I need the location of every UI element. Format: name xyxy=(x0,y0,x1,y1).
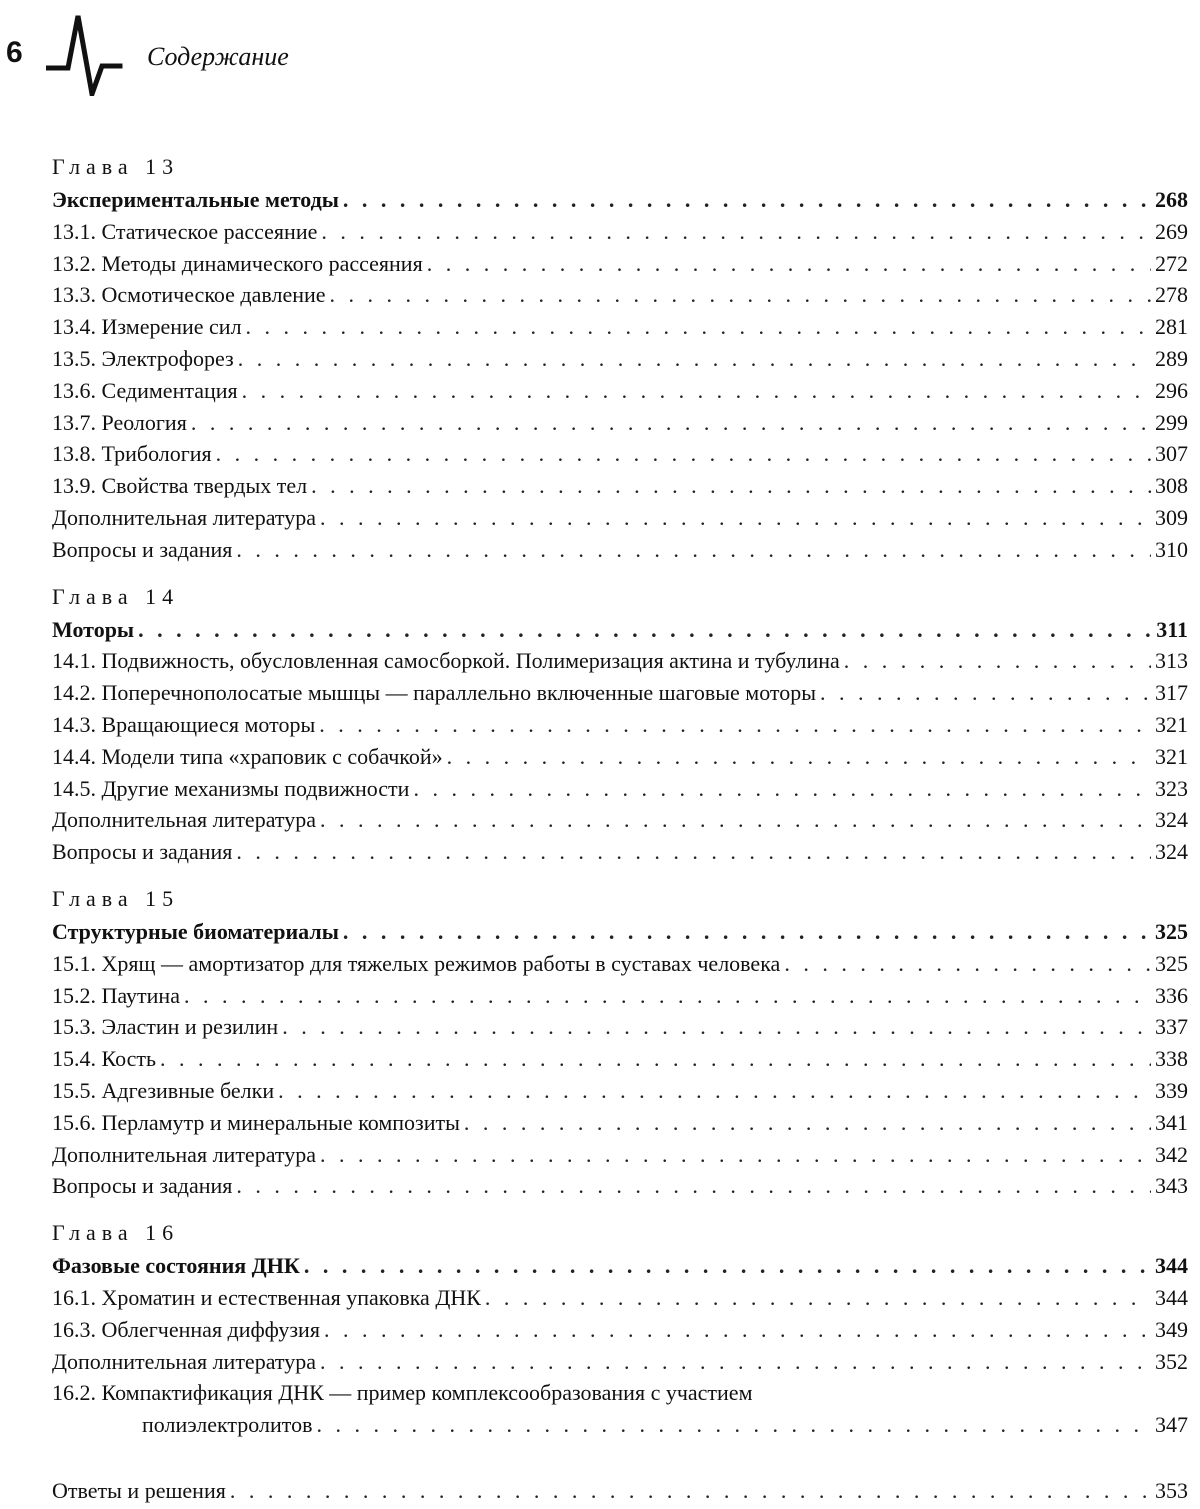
dot-leader xyxy=(304,1250,1151,1282)
dot-leader xyxy=(191,407,1151,439)
toc-entry-page: 352 xyxy=(1155,1348,1188,1374)
toc-entry-title: Моторы xyxy=(52,616,135,642)
toc-entry-page: 321 xyxy=(1155,743,1188,769)
toc-entry-continuation[interactable] xyxy=(52,1409,1188,1441)
toc-entry-page: 269 xyxy=(1155,218,1188,244)
toc-entry[interactable] xyxy=(52,741,1188,773)
toc-entry[interactable] xyxy=(52,1346,1188,1378)
toc-entry-page: 289 xyxy=(1155,345,1188,371)
dot-leader xyxy=(236,836,1151,868)
toc-entry-page: 341 xyxy=(1155,1109,1188,1135)
toc-entry-title: 16.3. Облегченная диффузия xyxy=(52,1316,320,1342)
toc-entry[interactable] xyxy=(52,1139,1188,1171)
chapter-block xyxy=(52,882,1188,1202)
toc-entry-title: 15.3. Эластин и резилин xyxy=(52,1014,279,1040)
toc-entry-title: 14.2. Поперечнополосатые мышцы — параллельно включенные шаговые моторы xyxy=(52,680,817,706)
toc-entry[interactable] xyxy=(52,804,1188,836)
toc-entry[interactable] xyxy=(52,677,1188,709)
toc-entry-page: 309 xyxy=(1155,504,1188,530)
toc-entry-title: 16.1. Хроматин и естественная упаковка ДНК xyxy=(52,1284,481,1310)
toc-entry-page: 324 xyxy=(1155,839,1188,865)
dot-leader xyxy=(320,1139,1151,1171)
dot-leader xyxy=(320,1346,1151,1378)
table-of-contents xyxy=(52,150,1188,1507)
toc-entry-page: 296 xyxy=(1155,377,1188,403)
toc-entry-page: 344 xyxy=(1155,1284,1188,1310)
toc-entry-title: Ответы и решения xyxy=(52,1477,226,1503)
dot-leader xyxy=(485,1282,1151,1314)
toc-entry-title: Вопросы и задания xyxy=(52,536,233,562)
toc-entry-page: 337 xyxy=(1155,1014,1188,1040)
toc-entry-page: 344 xyxy=(1155,1253,1188,1279)
toc-entry[interactable] xyxy=(52,311,1188,343)
toc-entry[interactable] xyxy=(52,248,1188,280)
toc-entry-page: 324 xyxy=(1155,807,1188,833)
toc-entry[interactable] xyxy=(52,980,1188,1012)
toc-entry-title: 13.9. Свойства твердых тел xyxy=(52,473,308,499)
dot-leader xyxy=(343,184,1151,216)
dot-leader xyxy=(282,1011,1151,1043)
toc-entry[interactable] xyxy=(52,1075,1188,1107)
toc-entry[interactable] xyxy=(52,216,1188,248)
dot-leader xyxy=(236,534,1151,566)
toc-entry-title: 13.3. Осмотическое давление xyxy=(52,282,326,308)
pulse-waveform-icon xyxy=(46,8,126,96)
toc-entry-title: Вопросы и задания xyxy=(52,1173,233,1199)
toc-entry[interactable] xyxy=(52,1250,1188,1282)
chapter-block xyxy=(52,580,1188,868)
toc-entry-page: 349 xyxy=(1155,1316,1188,1342)
toc-entry-page: 339 xyxy=(1155,1077,1188,1103)
dot-leader xyxy=(278,1075,1151,1107)
dot-leader xyxy=(230,1475,1151,1507)
dot-leader xyxy=(216,438,1151,470)
toc-entry[interactable] xyxy=(52,1011,1188,1043)
toc-entry-title: 16.2. Компактификация ДНК — пример комплексообразования с участием xyxy=(52,1380,753,1406)
toc-entry[interactable] xyxy=(52,1282,1188,1314)
toc-entry[interactable] xyxy=(52,184,1188,216)
toc-entry-page: 321 xyxy=(1155,711,1188,737)
toc-entry[interactable] xyxy=(52,375,1188,407)
toc-entry-title: Фазовые состояния ДНК xyxy=(52,1253,300,1279)
toc-entry-title: 15.2. Паутина xyxy=(52,982,180,1008)
dot-leader xyxy=(447,741,1151,773)
toc-entry[interactable] xyxy=(52,709,1188,741)
toc-entry-page: 308 xyxy=(1155,473,1188,499)
toc-entry[interactable] xyxy=(52,1377,1188,1409)
toc-entry[interactable] xyxy=(52,1314,1188,1346)
toc-entry[interactable] xyxy=(52,916,1188,948)
chapter-block xyxy=(52,150,1188,566)
toc-entry[interactable] xyxy=(52,502,1188,534)
toc-entry[interactable] xyxy=(52,1043,1188,1075)
toc-entry-page: 317 xyxy=(1155,680,1188,706)
page-header xyxy=(0,0,1200,110)
dot-leader xyxy=(427,248,1151,280)
toc-entry[interactable] xyxy=(52,1170,1188,1202)
toc-entry-title: 13.1. Статическое рассеяние xyxy=(52,218,318,244)
toc-entry[interactable] xyxy=(52,948,1188,980)
toc-entry-page: 342 xyxy=(1155,1141,1188,1167)
dot-leader xyxy=(242,375,1151,407)
dot-leader xyxy=(820,677,1151,709)
toc-entry-page: 307 xyxy=(1155,441,1188,467)
dot-leader xyxy=(311,470,1151,502)
dot-leader xyxy=(320,502,1151,534)
toc-entry-title: 15.5. Адгезивные белки xyxy=(52,1077,275,1103)
dot-leader xyxy=(319,709,1151,741)
toc-entry-page: 323 xyxy=(1155,775,1188,801)
dot-leader xyxy=(184,980,1151,1012)
dot-leader xyxy=(413,773,1151,805)
toc-entry-page: 299 xyxy=(1155,409,1188,435)
toc-entry-page: 272 xyxy=(1155,250,1188,276)
toc-entry-title: 13.7. Реология xyxy=(52,409,187,435)
toc-entry[interactable] xyxy=(52,438,1188,470)
toc-entry-title: Дополнительная литература xyxy=(52,504,316,530)
toc-entry-title: 15.4. Кость xyxy=(52,1046,157,1072)
toc-entry-page: 281 xyxy=(1155,314,1188,340)
dot-leader xyxy=(844,645,1151,677)
toc-entry-page: 268 xyxy=(1155,187,1188,212)
dot-leader xyxy=(464,1107,1151,1139)
chapter-label: Глава 15 xyxy=(52,885,180,911)
toc-entry-title: 14.5. Другие механизмы подвижности xyxy=(52,775,410,801)
dot-leader xyxy=(238,343,1151,375)
toc-entry-title: Структурные биоматериалы xyxy=(52,918,339,944)
dot-leader xyxy=(316,1409,1151,1441)
toc-entry-title: 13.4. Измерение сил xyxy=(52,314,242,340)
toc-entry-page: 347 xyxy=(1155,1412,1188,1438)
running-title: Содержание xyxy=(147,42,289,71)
toc-entry[interactable] xyxy=(52,534,1188,566)
page-number: 6 xyxy=(6,36,23,69)
toc-entry-page: 311 xyxy=(1156,616,1188,642)
toc-entry-page: 325 xyxy=(1155,950,1188,976)
dot-leader xyxy=(784,948,1151,980)
toc-entry-title: 14.1. Подвижность, обусловленная самосборкой. Полимеризация актина и тубулина xyxy=(52,648,840,674)
toc-entry-title: Экспериментальные методы xyxy=(52,187,339,212)
toc-entry[interactable] xyxy=(52,407,1188,439)
toc-entry[interactable] xyxy=(52,836,1188,868)
chapter-label: Глава 14 xyxy=(52,583,180,609)
toc-entry-title: 15.6. Перламутр и минеральные композиты xyxy=(52,1109,460,1135)
toc-entry-title: 13.2. Методы динамического рассеяния xyxy=(52,250,423,276)
toc-entry-answers[interactable] xyxy=(52,1475,1188,1507)
toc-entry-title: Дополнительная литература xyxy=(52,1141,316,1167)
toc-entry-page: 278 xyxy=(1155,282,1188,308)
toc-entry-page: 338 xyxy=(1155,1046,1188,1072)
toc-entry-title: 15.1. Хрящ — амортизатор для тяжелых режимов работы в суставах человека xyxy=(52,950,781,976)
dot-leader xyxy=(236,1170,1151,1202)
toc-entry-page: 313 xyxy=(1155,648,1188,674)
toc-entry-title: Дополнительная литература xyxy=(52,1348,316,1374)
toc-entry-title: 13.8. Трибология xyxy=(52,441,212,467)
toc-entry-page: 343 xyxy=(1155,1173,1188,1199)
dot-leader xyxy=(321,216,1151,248)
dot-leader xyxy=(320,804,1151,836)
toc-entry[interactable] xyxy=(52,645,1188,677)
toc-entry-title: 13.5. Электрофорез xyxy=(52,345,234,371)
toc-entry[interactable] xyxy=(52,614,1188,646)
toc-entry[interactable] xyxy=(52,1107,1188,1139)
dot-leader xyxy=(324,1314,1151,1346)
chapter-label: Глава 13 xyxy=(52,154,180,179)
toc-entry-title: 14.4. Модели типа «храповик с собачкой» xyxy=(52,743,443,769)
dot-leader xyxy=(246,311,1151,343)
toc-entry[interactable] xyxy=(52,279,1188,311)
toc-entry[interactable] xyxy=(52,343,1188,375)
toc-entry-page: 336 xyxy=(1155,982,1188,1008)
dot-leader xyxy=(138,614,1152,646)
chapter-block xyxy=(52,1216,1188,1441)
dot-leader xyxy=(343,916,1151,948)
toc-entry-title: Дополнительная литература xyxy=(52,807,316,833)
dot-leader xyxy=(160,1043,1151,1075)
toc-entry-title: 14.3. Вращающиеся моторы xyxy=(52,711,316,737)
toc-entry-page: 325 xyxy=(1155,918,1188,944)
toc-entry[interactable] xyxy=(52,470,1188,502)
toc-entry-page: 310 xyxy=(1155,536,1188,562)
toc-entry-title: 13.6. Седиментация xyxy=(52,377,238,403)
chapter-label: Глава 16 xyxy=(52,1220,180,1246)
toc-entry[interactable] xyxy=(52,773,1188,805)
toc-entry-title: Вопросы и задания xyxy=(52,839,233,865)
toc-entry-page: 353 xyxy=(1155,1477,1188,1503)
toc-entry-title-continuation: полиэлектролитов xyxy=(142,1412,313,1438)
dot-leader xyxy=(330,279,1151,311)
